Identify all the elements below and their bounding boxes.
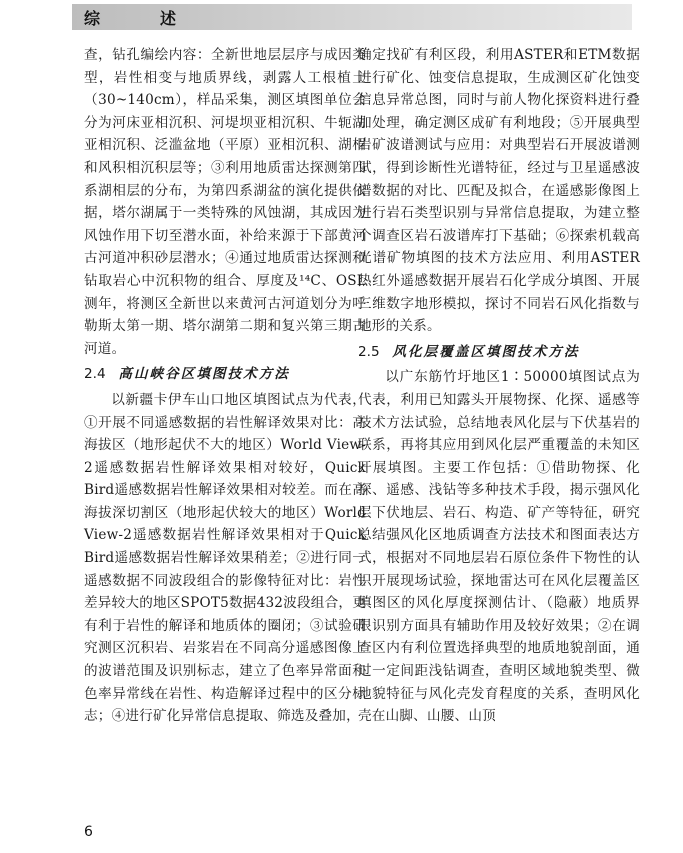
left-column bbox=[84, 44, 366, 728]
page-number: 6 bbox=[84, 824, 93, 840]
section-title: 高山峡谷区填图技术方法 bbox=[118, 366, 290, 383]
section-number: 2.4 bbox=[84, 366, 106, 383]
section-heading bbox=[358, 341, 640, 364]
section-number: 2.5 bbox=[358, 343, 380, 360]
paragraph-continued: 查，钻孔编绘内容：全新世地层层序与成因类型，岩性相变与地质界线，剥露人工根植土（30~140cm），样品采集，测区填图单位会分为河床亚相沉积、河堤坝亚相沉积、牛轭湖亚相沉积、泛滥盆地（平原）亚相沉积、湖相和风积相沉积层等；③利用地质雷达探测第四系湖相层的分布，为第四系湖盆的演化提供依据，塔尔湖属于一类特殊的风蚀湖，其成因为风蚀作用下切至潜水面，补给来源于下部黄河古河道冲积砂层潜水；④通过地质雷达探测和钻取岩心中沉积物的组合、厚度及¹⁴C、OSL测年，将测区全新世以来黄河古河道划分为呼勒斯太第一期、塔尔湖第二期和复兴第三期古河道。 bbox=[84, 47, 366, 357]
section-body: 以广东筋竹圩地区1∶50000填图试点为代表，利用已知露头开展物探、化探、遥感等技术方法试验，总结地表风化层与下伏基岩的联系，再将其应用到风化层严重覆盖的未知区开展填图。主要工作包括：①借助物探、化探、遥感、浅钻等多种技术手段，揭示强风化层下伏地层、岩石、构造、矿产等特征，研究总结强风化区地质调查方法技术和图面表达方式，根据对不同地层岩石原位条件下物性的认识开展现场试验，探地雷达可在风化层覆盖区填图区的风化厚度探测估计、（隐蔽）地质界限识别方面具有辅助作用及较好效果；②在调查区内有利位置选择典型的地质地貌剖面，通过一定间距浅钻调查，查明区域地貌类型、微地貌特征与风化壳发育程度的关系，查明风化壳在山脚、山腰、山顶 bbox=[358, 369, 640, 725]
section-title: 风化层覆盖区填图技术方法 bbox=[392, 343, 580, 360]
running-header-title: 综 述 bbox=[84, 9, 199, 28]
paragraph-continued: 确定找矿有利区段，利用ASTER和ETM数据进行矿化、蚀变信息提取，生成测区矿化蚀变信息异常总图，同时与前人物化探资料进行叠加处理，确定测区成矿有利地段；⑤开展典型岩矿波谱测试与应用：对典型岩石开展波谱测试，得到诊断性光谱特征，经过与卫星遥感波谱数据的对比、匹配及拟合，在遥感影像图上进行岩石类型识别与异常信息提取，为建立整个调查区岩石波谱库打下基础；⑥探索机载高光谱矿物填图的技术方法应用、利用ASTER热红外遥感数据开展岩石化学成分填图、开展三维数字地形模拟，探讨不同岩石风化指数与地形的关系。 bbox=[358, 47, 640, 335]
section-heading bbox=[84, 363, 366, 386]
right-column bbox=[358, 44, 640, 728]
section-body: 以新疆卡伊车山口地区填图试点为代表，①开展不同遥感数据的岩性解译效果对比：高海拔区（地形起伏不大的地区）World View-2遥感数据岩性解译效果相对较好，Quick Bird遥感数据岩性解译效果相对较差。而在高海拔深切割区（地形起伏较大的地区）World View-2遥感数据岩性解译效果相对于Quick Bird遥感数据岩性解译效果稍差；②进行同一遥感数据不同波段组合的影像特征对比：岩性差异较大的地区SPOT5数据432波段组合，更有利于岩性的解译和地质体的圈闭；③试验研究测区沉积岩、岩浆岩在不同高分遥感图像上的波谱范围及识别标志，建立了色率异常面和色率异常线在岩性、构造解译过程中的区分标志；④进行矿化异常信息提取、筛选及叠加， bbox=[84, 391, 366, 725]
